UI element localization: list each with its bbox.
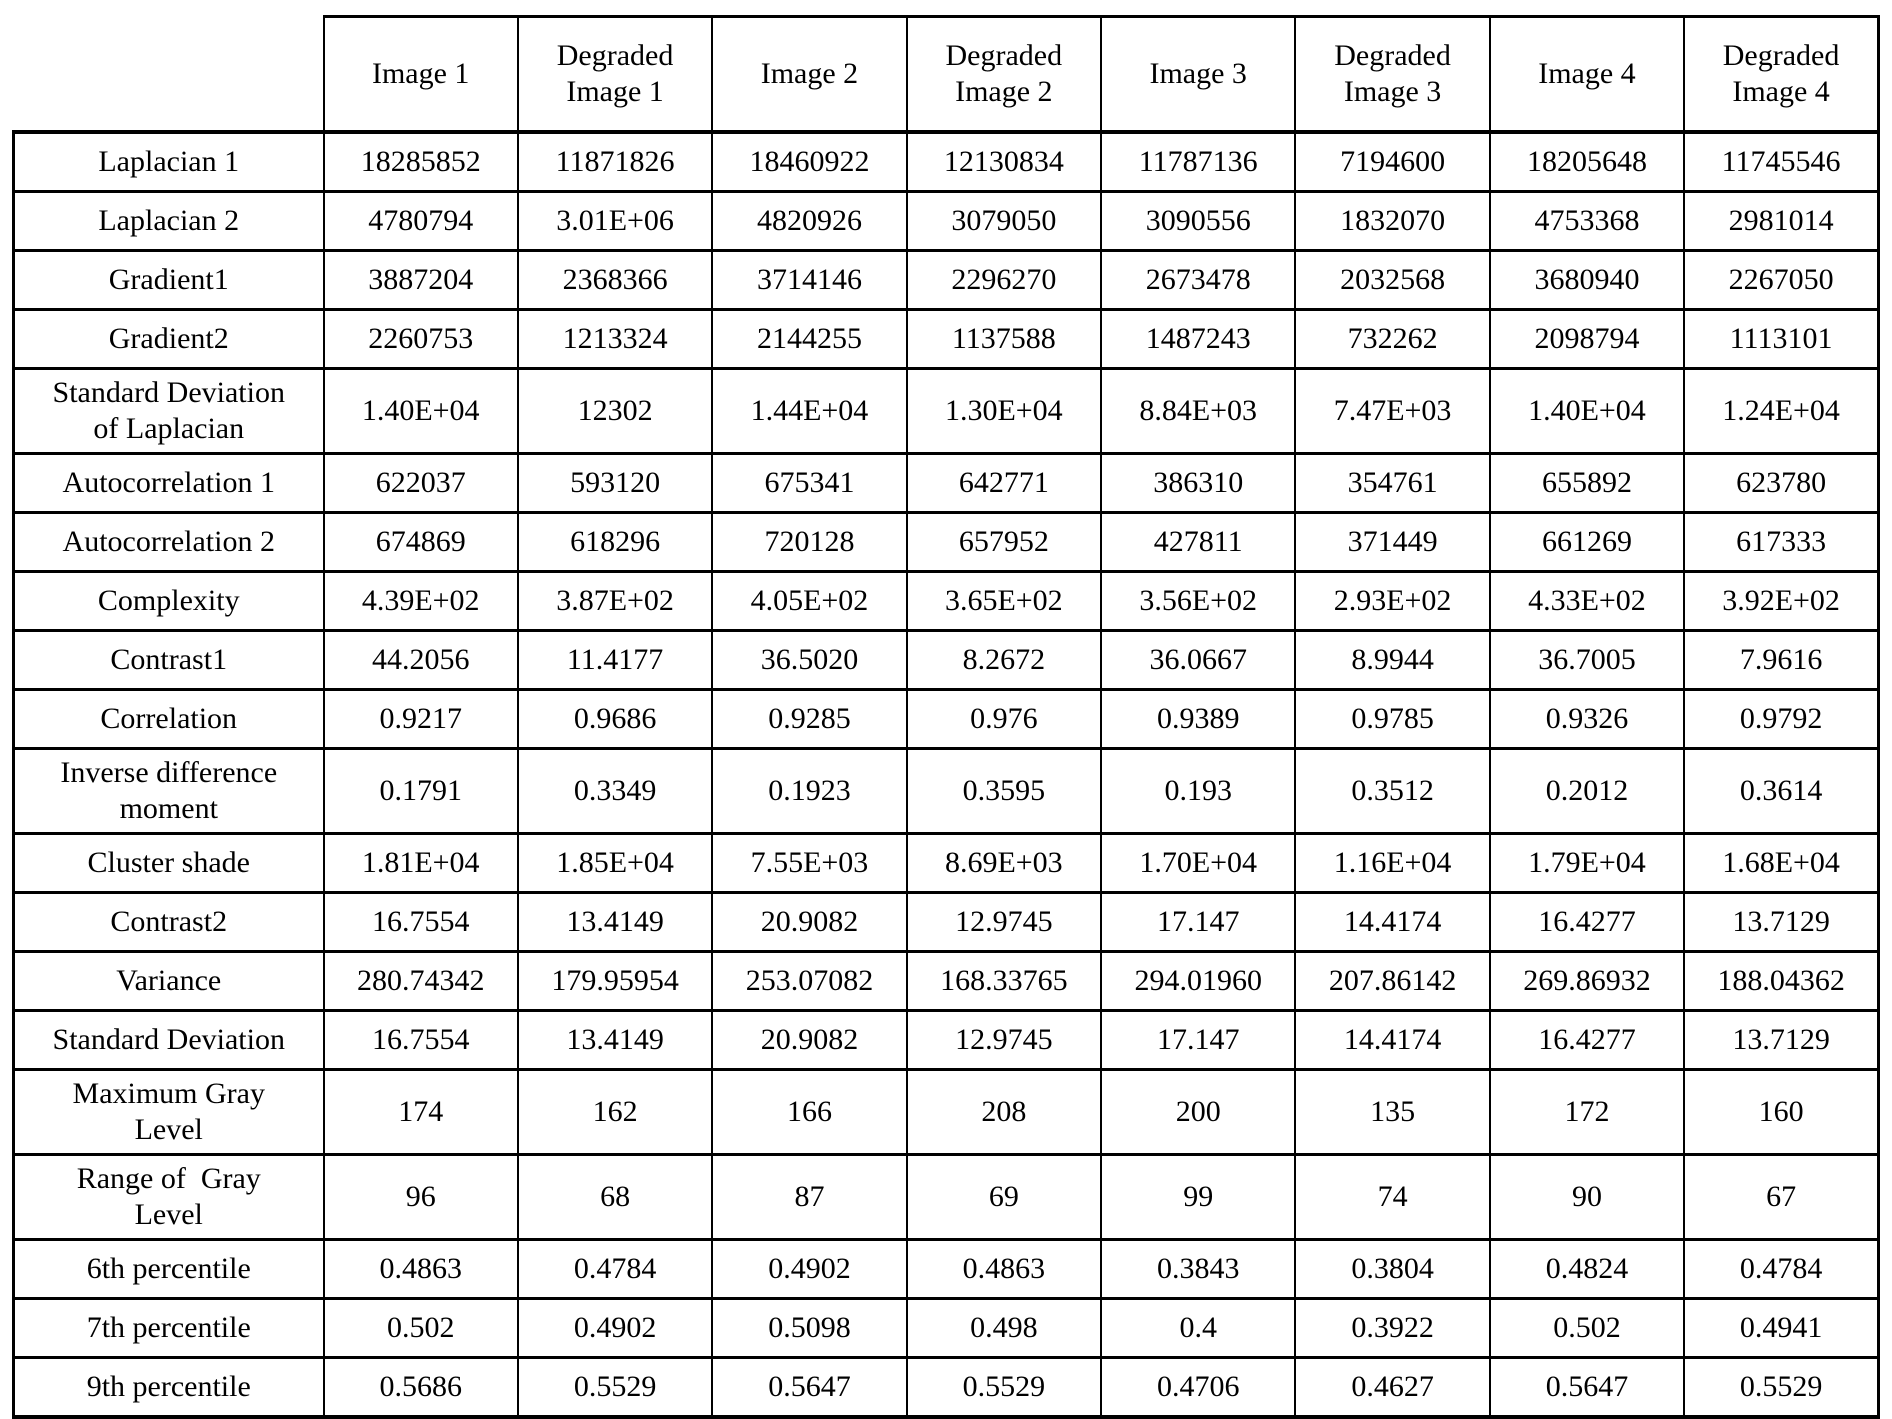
value-cell: 11.4177	[518, 631, 712, 690]
value-cell: 168.33765	[907, 952, 1101, 1011]
value-cell: 179.95954	[518, 952, 712, 1011]
value-cell: 162	[518, 1070, 712, 1155]
value-cell: 8.9944	[1295, 631, 1489, 690]
value-cell: 0.3804	[1295, 1240, 1489, 1299]
value-cell: 67	[1684, 1155, 1878, 1240]
value-cell: 20.9082	[712, 1011, 906, 1070]
value-cell: 0.9326	[1490, 690, 1684, 749]
value-cell: 0.9785	[1295, 690, 1489, 749]
column-header-degraded-image-2: Degraded Image 2	[907, 17, 1101, 133]
table-row	[14, 251, 1879, 310]
value-cell: 0.4	[1101, 1299, 1295, 1358]
value-cell: 16.7554	[324, 1011, 518, 1070]
value-cell: 1.16E+04	[1295, 834, 1489, 893]
table-row	[14, 749, 1879, 834]
row-label-cell: Correlation	[14, 690, 324, 749]
column-header-image-4: Image 4	[1490, 17, 1684, 133]
value-cell: 0.498	[907, 1299, 1101, 1358]
value-cell: 8.84E+03	[1101, 369, 1295, 454]
value-cell: 172	[1490, 1070, 1684, 1155]
row-label-cell: Contrast1	[14, 631, 324, 690]
corner-cell	[14, 17, 324, 133]
table-row	[14, 1155, 1879, 1240]
value-cell: 36.5020	[712, 631, 906, 690]
value-cell: 4780794	[324, 192, 518, 251]
value-cell: 200	[1101, 1070, 1295, 1155]
value-cell: 1.85E+04	[518, 834, 712, 893]
table-row	[14, 132, 1879, 192]
value-cell: 2098794	[1490, 310, 1684, 369]
value-cell: 0.5529	[1684, 1358, 1878, 1418]
value-cell: 14.4174	[1295, 1011, 1489, 1070]
value-cell: 0.5098	[712, 1299, 906, 1358]
value-cell: 0.4627	[1295, 1358, 1489, 1418]
row-label-cell: 6th percentile	[14, 1240, 324, 1299]
row-label-cell: Standard Deviation of Laplacian	[14, 369, 324, 454]
value-cell: 207.86142	[1295, 952, 1489, 1011]
column-header-image-2: Image 2	[712, 17, 906, 133]
value-cell: 3079050	[907, 192, 1101, 251]
value-cell: 0.4824	[1490, 1240, 1684, 1299]
value-cell: 0.5647	[712, 1358, 906, 1418]
header-row	[14, 17, 1879, 133]
value-cell: 69	[907, 1155, 1101, 1240]
value-cell: 3.92E+02	[1684, 572, 1878, 631]
value-cell: 36.7005	[1490, 631, 1684, 690]
value-cell: 68	[518, 1155, 712, 1240]
row-label-cell: Inverse difference moment	[14, 749, 324, 834]
value-cell: 11745546	[1684, 132, 1878, 192]
value-cell: 3.56E+02	[1101, 572, 1295, 631]
row-label-cell: Contrast2	[14, 893, 324, 952]
value-cell: 0.9285	[712, 690, 906, 749]
value-cell: 13.4149	[518, 893, 712, 952]
value-cell: 1213324	[518, 310, 712, 369]
value-cell: 99	[1101, 1155, 1295, 1240]
column-header-image-3: Image 3	[1101, 17, 1295, 133]
column-header-degraded-image-3: Degraded Image 3	[1295, 17, 1489, 133]
value-cell: 371449	[1295, 513, 1489, 572]
value-cell: 87	[712, 1155, 906, 1240]
table-body	[14, 132, 1879, 1417]
value-cell: 657952	[907, 513, 1101, 572]
value-cell: 4.05E+02	[712, 572, 906, 631]
value-cell: 174	[324, 1070, 518, 1155]
column-header-degraded-image-4: Degraded Image 4	[1684, 17, 1878, 133]
value-cell: 7.55E+03	[712, 834, 906, 893]
value-cell: 0.4784	[1684, 1240, 1878, 1299]
row-label-cell: Laplacian 2	[14, 192, 324, 251]
value-cell: 7.9616	[1684, 631, 1878, 690]
value-cell: 617333	[1684, 513, 1878, 572]
value-cell: 0.5686	[324, 1358, 518, 1418]
value-cell: 2981014	[1684, 192, 1878, 251]
value-cell: 0.4863	[324, 1240, 518, 1299]
value-cell: 13.4149	[518, 1011, 712, 1070]
value-cell: 208	[907, 1070, 1101, 1155]
value-cell: 0.9389	[1101, 690, 1295, 749]
value-cell: 44.2056	[324, 631, 518, 690]
value-cell: 0.3349	[518, 749, 712, 834]
value-cell: 3.01E+06	[518, 192, 712, 251]
column-header-image-1: Image 1	[324, 17, 518, 133]
table-row	[14, 834, 1879, 893]
value-cell: 18205648	[1490, 132, 1684, 192]
value-cell: 0.976	[907, 690, 1101, 749]
value-cell: 12302	[518, 369, 712, 454]
value-cell: 2296270	[907, 251, 1101, 310]
table-header	[14, 17, 1879, 133]
value-cell: 135	[1295, 1070, 1489, 1155]
value-cell: 2267050	[1684, 251, 1878, 310]
value-cell: 160	[1684, 1070, 1878, 1155]
value-cell: 18285852	[324, 132, 518, 192]
value-cell: 253.07082	[712, 952, 906, 1011]
table-row	[14, 690, 1879, 749]
value-cell: 1.70E+04	[1101, 834, 1295, 893]
value-cell: 2368366	[518, 251, 712, 310]
row-label-cell: 7th percentile	[14, 1299, 324, 1358]
value-cell: 1137588	[907, 310, 1101, 369]
value-cell: 3714146	[712, 251, 906, 310]
value-cell: 1.68E+04	[1684, 834, 1878, 893]
value-cell: 0.1791	[324, 749, 518, 834]
value-cell: 622037	[324, 454, 518, 513]
value-cell: 0.3843	[1101, 1240, 1295, 1299]
value-cell: 1.30E+04	[907, 369, 1101, 454]
value-cell: 0.502	[324, 1299, 518, 1358]
value-cell: 1.79E+04	[1490, 834, 1684, 893]
table-row	[14, 893, 1879, 952]
row-label-cell: Complexity	[14, 572, 324, 631]
value-cell: 0.5529	[518, 1358, 712, 1418]
value-cell: 17.147	[1101, 893, 1295, 952]
value-cell: 675341	[712, 454, 906, 513]
table-row	[14, 631, 1879, 690]
value-cell: 2260753	[324, 310, 518, 369]
value-cell: 1.40E+04	[324, 369, 518, 454]
row-label-cell: Gradient1	[14, 251, 324, 310]
value-cell: 12130834	[907, 132, 1101, 192]
value-cell: 2144255	[712, 310, 906, 369]
value-cell: 18460922	[712, 132, 906, 192]
value-cell: 2.93E+02	[1295, 572, 1489, 631]
table-row	[14, 369, 1879, 454]
value-cell: 16.4277	[1490, 1011, 1684, 1070]
value-cell: 96	[324, 1155, 518, 1240]
value-cell: 2673478	[1101, 251, 1295, 310]
value-cell: 623780	[1684, 454, 1878, 513]
table-row	[14, 1358, 1879, 1418]
value-cell: 7.47E+03	[1295, 369, 1489, 454]
value-cell: 1113101	[1684, 310, 1878, 369]
row-label-cell: Laplacian 1	[14, 132, 324, 192]
table-row	[14, 572, 1879, 631]
value-cell: 3090556	[1101, 192, 1295, 251]
value-cell: 0.4706	[1101, 1358, 1295, 1418]
table-row	[14, 1070, 1879, 1155]
row-label-cell: Standard Deviation	[14, 1011, 324, 1070]
value-cell: 17.147	[1101, 1011, 1295, 1070]
value-cell: 1.24E+04	[1684, 369, 1878, 454]
row-label-cell: Range of Gray Level	[14, 1155, 324, 1240]
value-cell: 13.7129	[1684, 893, 1878, 952]
value-cell: 4820926	[712, 192, 906, 251]
row-label-cell: Cluster shade	[14, 834, 324, 893]
value-cell: 16.4277	[1490, 893, 1684, 952]
value-cell: 1832070	[1295, 192, 1489, 251]
value-cell: 13.7129	[1684, 1011, 1878, 1070]
value-cell: 0.4941	[1684, 1299, 1878, 1358]
value-cell: 386310	[1101, 454, 1295, 513]
value-cell: 3.87E+02	[518, 572, 712, 631]
value-cell: 0.5529	[907, 1358, 1101, 1418]
value-cell: 593120	[518, 454, 712, 513]
table-row	[14, 1299, 1879, 1358]
value-cell: 90	[1490, 1155, 1684, 1240]
value-cell: 0.3922	[1295, 1299, 1489, 1358]
table-row	[14, 310, 1879, 369]
value-cell: 0.3512	[1295, 749, 1489, 834]
value-cell: 1.44E+04	[712, 369, 906, 454]
value-cell: 655892	[1490, 454, 1684, 513]
value-cell: 642771	[907, 454, 1101, 513]
value-cell: 294.01960	[1101, 952, 1295, 1011]
value-cell: 0.9217	[324, 690, 518, 749]
value-cell: 4753368	[1490, 192, 1684, 251]
value-cell: 4.39E+02	[324, 572, 518, 631]
value-cell: 0.4784	[518, 1240, 712, 1299]
row-label-cell: Maximum Gray Level	[14, 1070, 324, 1155]
value-cell: 0.3614	[1684, 749, 1878, 834]
value-cell: 0.9686	[518, 690, 712, 749]
value-cell: 20.9082	[712, 893, 906, 952]
value-cell: 1487243	[1101, 310, 1295, 369]
image-metrics-table	[12, 15, 1880, 1419]
table-row	[14, 454, 1879, 513]
value-cell: 3.65E+02	[907, 572, 1101, 631]
value-cell: 0.1923	[712, 749, 906, 834]
value-cell: 732262	[1295, 310, 1489, 369]
row-label-cell: Variance	[14, 952, 324, 1011]
row-label-cell: Autocorrelation 1	[14, 454, 324, 513]
value-cell: 720128	[712, 513, 906, 572]
table-row	[14, 952, 1879, 1011]
value-cell: 12.9745	[907, 893, 1101, 952]
value-cell: 74	[1295, 1155, 1489, 1240]
value-cell: 8.69E+03	[907, 834, 1101, 893]
value-cell: 0.502	[1490, 1299, 1684, 1358]
value-cell: 661269	[1490, 513, 1684, 572]
value-cell: 3887204	[324, 251, 518, 310]
value-cell: 16.7554	[324, 893, 518, 952]
value-cell: 674869	[324, 513, 518, 572]
value-cell: 1.40E+04	[1490, 369, 1684, 454]
row-label-cell: Gradient2	[14, 310, 324, 369]
value-cell: 0.193	[1101, 749, 1295, 834]
value-cell: 1.81E+04	[324, 834, 518, 893]
value-cell: 0.4902	[712, 1240, 906, 1299]
value-cell: 11787136	[1101, 132, 1295, 192]
row-label-cell: Autocorrelation 2	[14, 513, 324, 572]
table-row	[14, 192, 1879, 251]
row-label-cell: 9th percentile	[14, 1358, 324, 1418]
value-cell: 0.4863	[907, 1240, 1101, 1299]
value-cell: 12.9745	[907, 1011, 1101, 1070]
value-cell: 0.3595	[907, 749, 1101, 834]
value-cell: 280.74342	[324, 952, 518, 1011]
value-cell: 0.9792	[1684, 690, 1878, 749]
value-cell: 11871826	[518, 132, 712, 192]
value-cell: 0.2012	[1490, 749, 1684, 834]
column-header-degraded-image-1: Degraded Image 1	[518, 17, 712, 133]
value-cell: 269.86932	[1490, 952, 1684, 1011]
value-cell: 188.04362	[1684, 952, 1878, 1011]
value-cell: 36.0667	[1101, 631, 1295, 690]
value-cell: 427811	[1101, 513, 1295, 572]
table-row	[14, 1011, 1879, 1070]
value-cell: 354761	[1295, 454, 1489, 513]
value-cell: 166	[712, 1070, 906, 1155]
value-cell: 14.4174	[1295, 893, 1489, 952]
value-cell: 0.5647	[1490, 1358, 1684, 1418]
value-cell: 3680940	[1490, 251, 1684, 310]
table-row	[14, 1240, 1879, 1299]
value-cell: 618296	[518, 513, 712, 572]
value-cell: 8.2672	[907, 631, 1101, 690]
value-cell: 2032568	[1295, 251, 1489, 310]
value-cell: 4.33E+02	[1490, 572, 1684, 631]
value-cell: 0.4902	[518, 1299, 712, 1358]
value-cell: 7194600	[1295, 132, 1489, 192]
table-row	[14, 513, 1879, 572]
